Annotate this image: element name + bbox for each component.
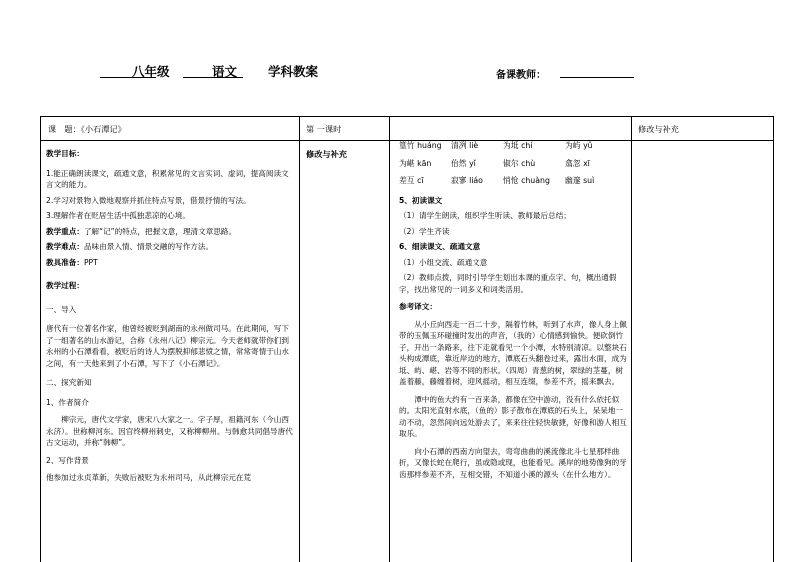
vocab-item: 俶尔 chù (503, 158, 536, 168)
preparer-label: 备课教师： (496, 70, 546, 81)
close-reading-step: （2）教师点拨，同时引导学生划出本课的重点字、句，概出通假字，找出常见的一词多义和词类活用。 (399, 273, 617, 294)
period-text: 第 一课时 (306, 124, 342, 134)
key-point (46, 226, 296, 238)
teaching-aids-label: 教具准备： (46, 257, 84, 267)
section-intro-text: 唐代有一位著名作家，他曾经被贬到湖南的永州做司马。在此期间，写下了一组著名的山水游记，合称《永州八记》柳宗元。今天老师就带你们到永州的小石潭看看，被贬后的诗人为摆脱抑郁悲愤之情，常常寄情于山水之间，有一天他来到了小石潭，写下了《小石潭记》。 (46, 324, 289, 368)
section-intro-title: 一、导入 (46, 304, 77, 314)
goals-title: 教学目标： (46, 149, 84, 158)
difficult-point (46, 241, 296, 253)
translation-paragraph: 向小石潭的西南方向望去，弯弯曲曲的溪流像北斗七星那样曲折，又像长蛇在爬行，虽或隐或现，也能看见。溪岸的地势像狗的牙齿那样参差不齐，互相交错，不知道小溪的源头（在什么地方）。 (399, 446, 627, 479)
subject-text: 语文 (212, 64, 238, 79)
lesson-title-cell (48, 123, 126, 135)
close-reading-step: （1）小组交流、疏通文意 (399, 257, 488, 267)
vocabulary-grid (399, 140, 627, 187)
goal-item: 1.能正确朗读课文，疏通文意，积累常见的文言实词、虚词，提高阅读文言文的能力。 (46, 168, 289, 189)
lesson-label: 课 题： (48, 124, 81, 134)
table-border-right (773, 116, 774, 562)
first-reading-step: （2）学生齐读 (399, 226, 450, 236)
vocab-item: 寂寥 liáo (451, 176, 483, 185)
far-right-supplement-header: 修改与补充 (638, 124, 679, 134)
vocab-item: 清冽 liè (451, 141, 479, 150)
background-text: 他参加过永贞革新，失败后被贬为永州司马，从此柳宗元在荒 (46, 473, 252, 482)
key-label: 教学重点： (46, 226, 84, 236)
translation-title: 参考译文： (399, 302, 437, 311)
goal-item: 2.学习对景物入微地观察并抓住特点写景，借景抒情的写法。 (46, 195, 251, 205)
vocab-item: 佁然 yǐ (451, 158, 476, 168)
vocab-item: 翕忽 xī (565, 158, 590, 168)
vocab-item: 为坻 chí (503, 141, 533, 150)
vocab-item: 为屿 yǔ (565, 141, 593, 150)
table-col-divider (299, 116, 300, 562)
middle-supplement-label: 修改与补充 (306, 149, 347, 159)
vocab-item: 为嵁 kān (399, 158, 432, 168)
background-title: 2、写作背景 (46, 455, 89, 465)
translation-paragraph: 潭中的鱼大约有一百来条，都像在空中游动，没有什么依托似的。太阳光直射水底，（鱼的）影子散布在潭底的石头上，呆呆地一动不动，忽然间向远处游去了，来来往往轻快敏捷，好像和游人相互取乐。 (399, 394, 627, 438)
table-border-top (40, 116, 774, 117)
teaching-aids (46, 257, 296, 269)
first-reading-title: 5、初读课文 (399, 195, 443, 205)
section-explore-title: 二、探究新知 (46, 378, 92, 387)
author-intro-title: 1、作者简介 (46, 397, 89, 407)
preparer-blank (560, 77, 634, 78)
difficult-label: 教学难点： (46, 242, 84, 251)
table-col-divider (631, 116, 632, 562)
lesson-title: 《小石潭记》 (80, 124, 126, 134)
vocab-item: 篁竹 huáng (399, 141, 442, 150)
right-column (399, 140, 627, 480)
left-column (46, 148, 296, 484)
close-reading-title: 6、细读课文、疏通文意 (399, 242, 481, 251)
vocab-item: 悄怆 chuàng (503, 176, 550, 185)
table-border-left (40, 116, 41, 562)
doc-type-text: 学科教案 (268, 64, 319, 79)
process-title: 教学过程： (46, 281, 84, 290)
grade-text: 八年级 (132, 64, 170, 79)
vocab-item: 差互 cī (399, 176, 424, 185)
first-reading-step: （1）请学生朗读，组织学生听读、教师最后总结； (399, 211, 571, 220)
table-col-divider (389, 116, 390, 562)
author-intro-text: 柳宗元，唐代文学家，唐宋八大家之一。字子厚，祖籍河东（今山西永济）。世称柳河东。因官终柳州刺史，又称柳柳州。与韩愈共同倡导唐代古文运动，并称“韩柳”。 (46, 415, 293, 447)
key-text: 了解“记”的特点，把握文意，理清文章思路。 (83, 226, 237, 236)
vocab-item: 幽邃 suì (565, 176, 595, 185)
document-header (100, 62, 660, 82)
difficult-text: 品味由景入情、情景交融的写作方法。 (83, 242, 214, 251)
translation-paragraph: 从小丘向西走一百二十步，隔着竹林，听到了水声，像人身上佩带的玉佩玉环碰撞时发出的声音，（我的）心情感到愉快。便砍倒竹子，开出一条路来，往下走就看见一个小潭，水特别清凉。以整块石头构成潭底，靠近岸边的地方，潭底石头翻卷过来，露出水面，成为坻、屿、嵁、岩等不同的形状。（四周）青葱的树，翠绿的茎蔓，树盖着藤，藤缠着树，迎风摇动，相互连缀，参差不齐，摇来飘去。 (399, 319, 627, 386)
teaching-aids-text: PPT (83, 257, 98, 267)
goal-item: 3.理解作者在贬居生活中孤独悲凉的心境。 (46, 211, 190, 220)
